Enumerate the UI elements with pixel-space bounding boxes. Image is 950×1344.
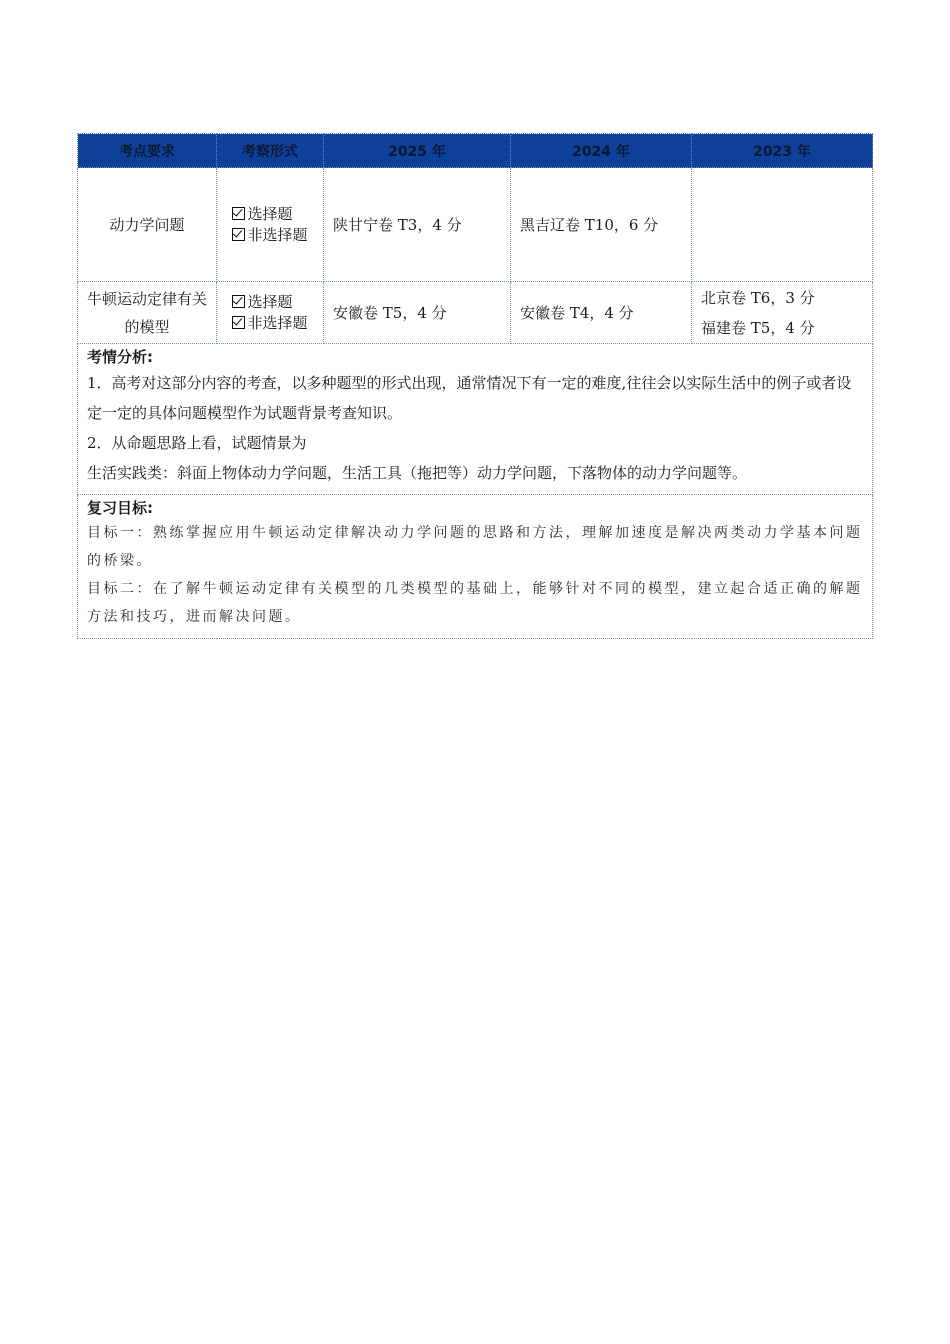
form-item: [232, 313, 307, 334]
goals-cell: [78, 495, 873, 639]
table-row: [78, 282, 873, 344]
analysis-row: [78, 344, 873, 495]
cell-2024: 安徽卷 T4，4 分: [511, 282, 692, 344]
checked-box-icon: [232, 316, 245, 329]
header-2024: 2024 年: [511, 134, 692, 168]
cell-2023: [692, 282, 873, 344]
form-label: 选择题: [247, 204, 293, 223]
topic-cell: 牛顿运动定律有关的模型: [78, 282, 217, 344]
form-item: [232, 292, 307, 313]
checked-box-icon: [232, 207, 245, 220]
header-topic: 考点要求: [78, 134, 217, 168]
cell-2024: 黑吉辽卷 T10，6 分: [511, 168, 692, 282]
exam-table: [77, 133, 873, 639]
analysis-paragraph: 1．高考对这部分内容的考查，以多种题型的形式出现，通常情况下有一定的难度,往往会以实际生活中的例子或者设定一定的具体问题模型作为试题背景考查知识。: [87, 374, 852, 422]
form-label: 非选择题: [247, 313, 308, 332]
header-2023: 2023 年: [692, 134, 873, 168]
table-row: [78, 168, 873, 282]
form-item: [232, 225, 307, 246]
forms-cell: [217, 168, 324, 282]
topic-cell: 动力学问题: [78, 168, 217, 282]
checked-box-icon: [232, 295, 245, 308]
goals-row: [78, 495, 873, 639]
analysis-cell: [78, 344, 873, 495]
analysis-paragraph: 生活实践类：斜面上物体动力学问题，生活工具（拖把等）动力学问题，下落物体的动力学问题等。: [87, 464, 748, 482]
table-header-row: [78, 134, 873, 168]
form-label: 非选择题: [247, 225, 308, 244]
exam-entry: 北京卷 T6，3 分: [701, 288, 815, 307]
cell-2023: [692, 168, 873, 282]
header-2025: 2025 年: [324, 134, 511, 168]
exam-entry: 福建卷 T5，4 分: [701, 318, 815, 337]
analysis-title: 考情分析:: [87, 348, 153, 366]
form-item: [232, 204, 307, 225]
cell-2025: 陕甘宁卷 T3，4 分: [324, 168, 511, 282]
form-list: [232, 204, 307, 246]
goal-item: 目标二：在了解牛顿运动定律有关模型的几类模型的基础上，能够针对不同的模型，建立起合适正确的解题方法和技巧，进而解决问题。: [87, 581, 863, 625]
cell-2025: 安徽卷 T5，4 分: [324, 282, 511, 344]
analysis-paragraph: 2．从命题思路上看，试题情景为: [87, 434, 307, 452]
checked-box-icon: [232, 228, 245, 241]
goal-item: 目标一：熟练掌握应用牛顿运动定律解决动力学问题的思路和方法，理解加速度是解决两类动力学基本问题的桥梁。: [87, 525, 863, 569]
exam-overview: [77, 133, 872, 639]
forms-cell: [217, 282, 324, 344]
form-label: 选择题: [247, 292, 293, 311]
header-form: 考察形式: [217, 134, 324, 168]
form-list: [232, 292, 307, 334]
goals-title: 复习目标:: [87, 499, 153, 517]
